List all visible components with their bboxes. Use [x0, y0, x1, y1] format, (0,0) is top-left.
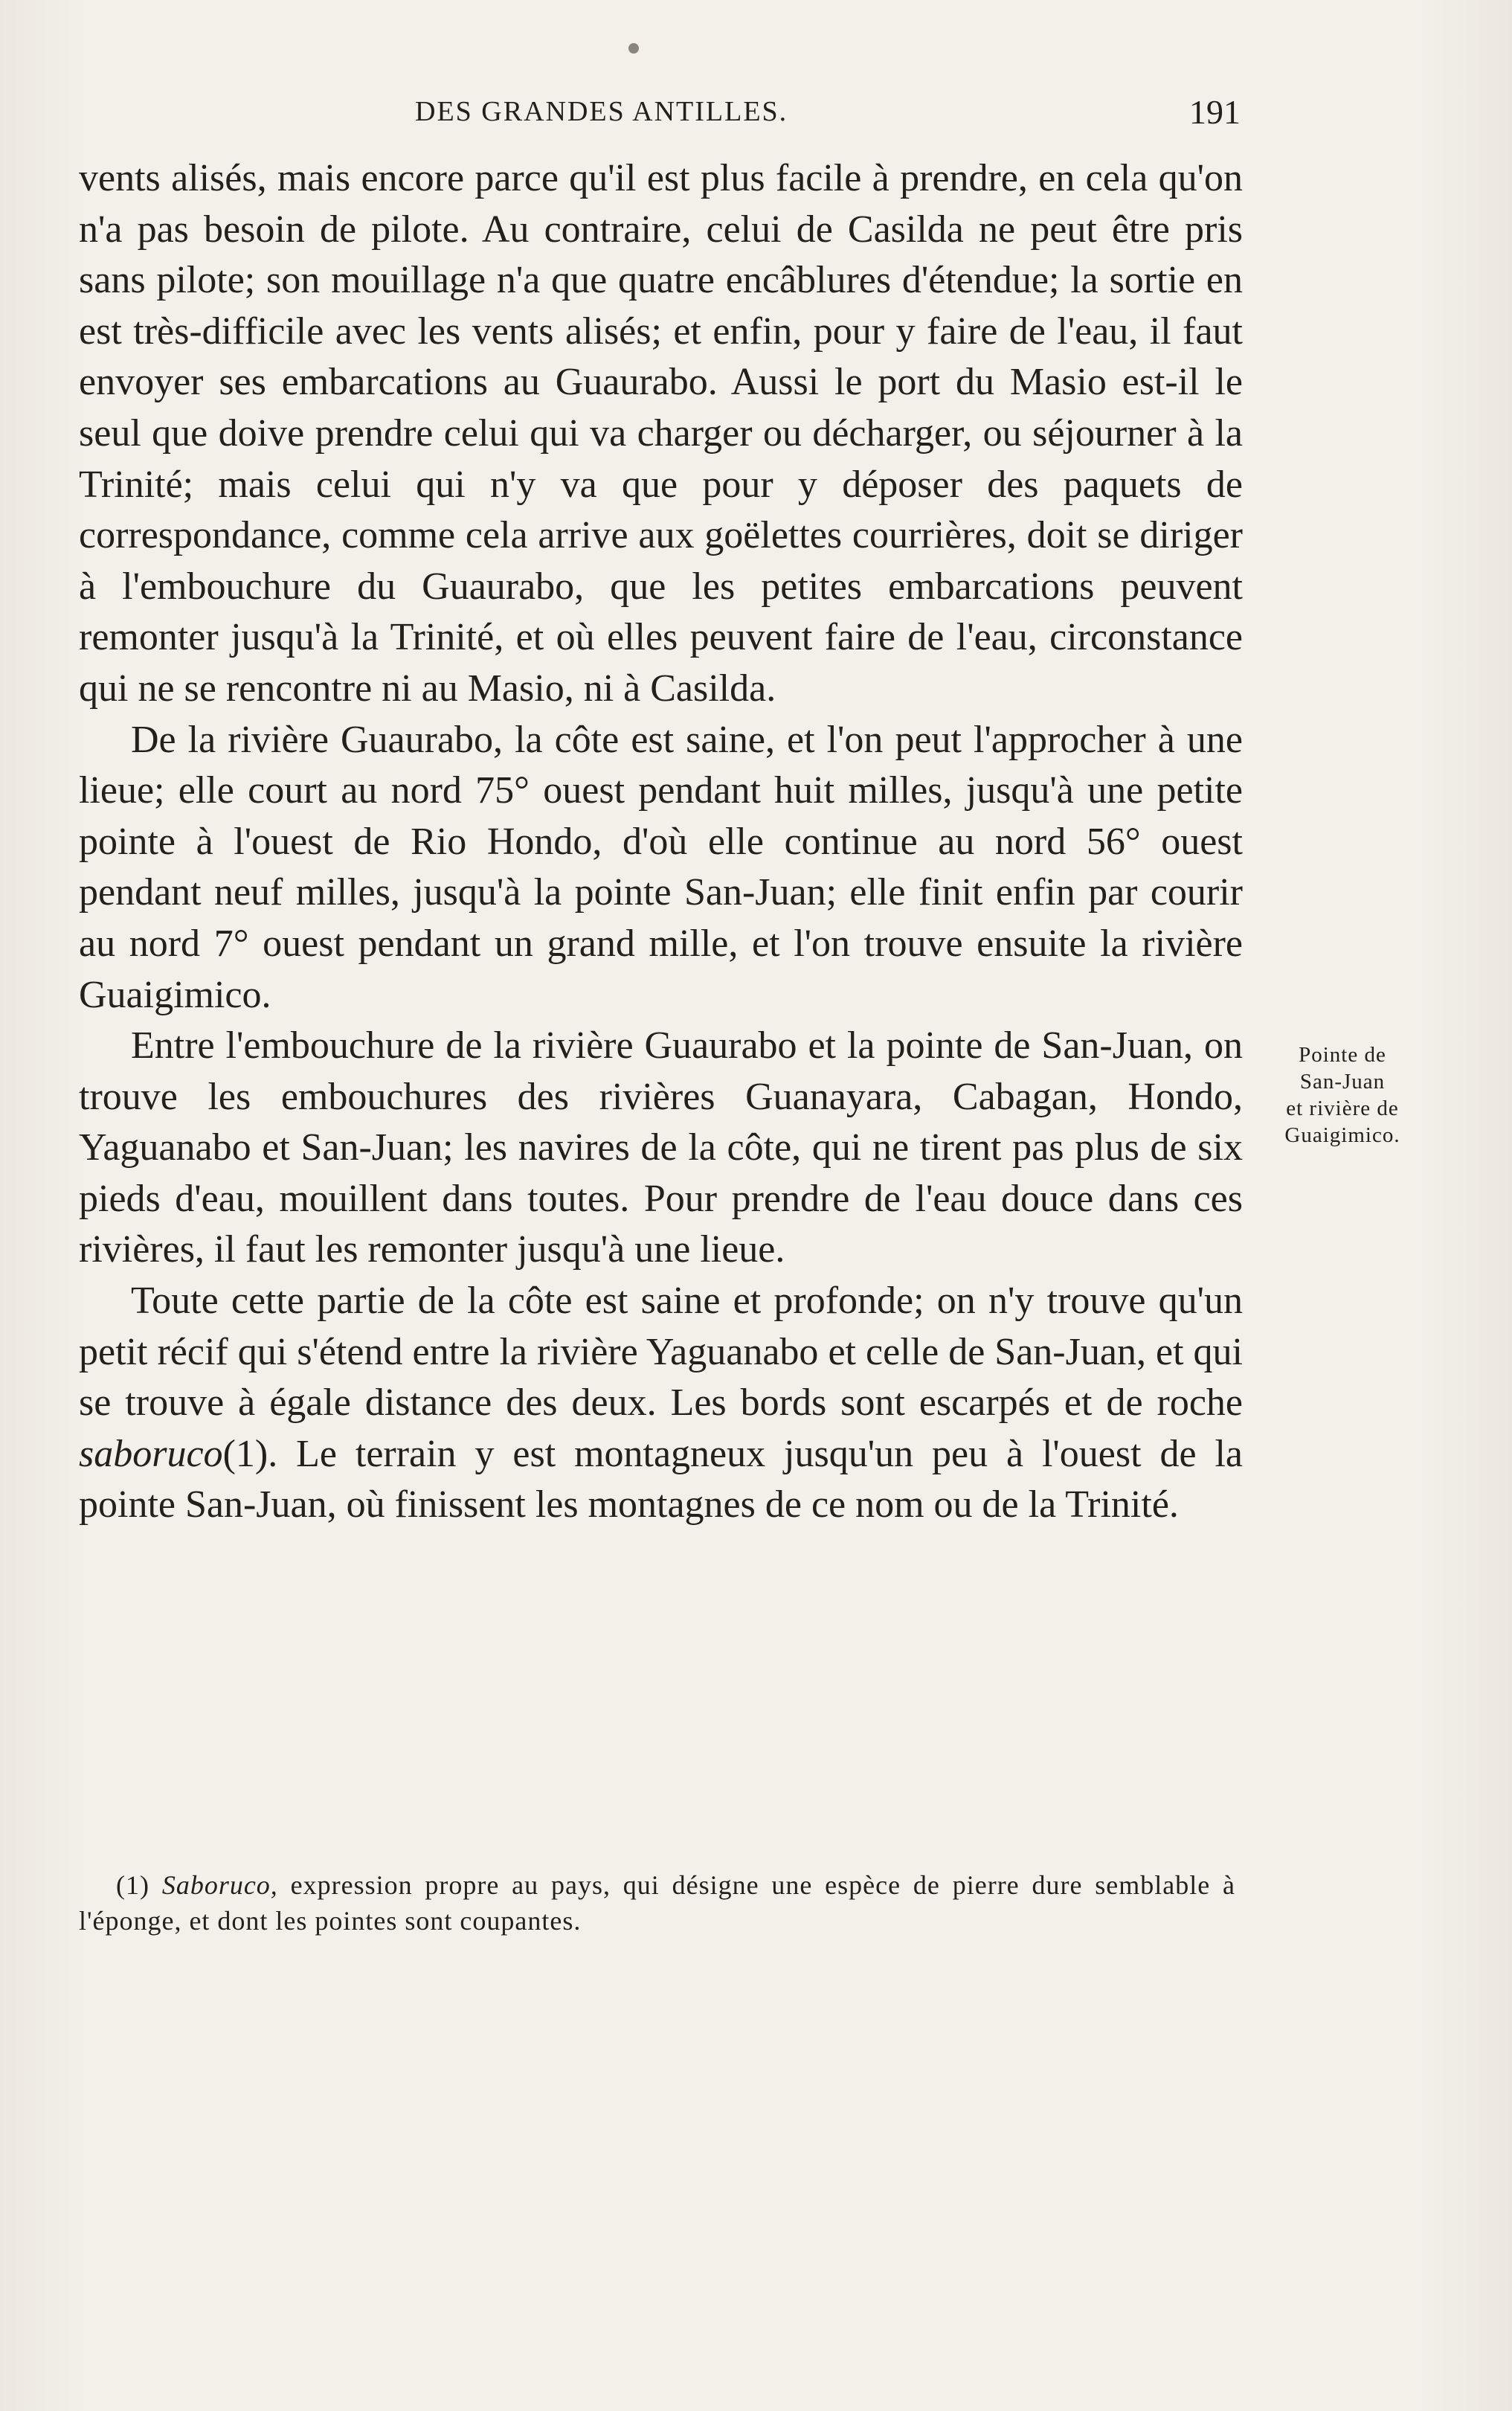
paragraph-4-end: . Le terrain y est montagneux jusqu'un peu à l'ouest de la pointe San-Juan, où finissent les montagnes de ce nom ou de la Trinité.	[79, 1432, 1243, 1526]
footnote-term: Saboruco,	[161, 1870, 278, 1900]
marginal-note	[1257, 1041, 1428, 1149]
paragraph-2: De la rivière Guaurabo, la côte est saine, et l'on peut l'approcher à une lieue; elle court au nord 75° ouest pendant huit milles, jusqu'à une petite pointe à l'ouest de Rio Hondo, d'où elle continue au nord 56° ouest pendant neuf milles, jusqu'à la pointe San-Juan; elle finit enfin par courir au nord 7° ouest pendant un grand mille, et l'on trouve ensuite la rivière Guaigimico.	[79, 718, 1243, 1016]
paragraph-3: Entre l'embouchure de la rivière Guaurabo et la pointe de San-Juan, on trouve les embouchures des rivières Guanayara, Cabagan, Hondo, Yaguanabo et San-Juan; les navires de la côte, qui ne tirent pas plus de six pieds d'eau, mouillent dans toutes. Pour prendre de l'eau douce dans ces rivières, il faut les remonter jusqu'à une lieue.	[79, 1024, 1243, 1271]
running-head: DES GRANDES ANTILLES.	[415, 96, 788, 127]
paragraph-4-italic-term: saboruco	[79, 1432, 223, 1475]
footnote	[79, 1867, 1235, 1939]
footnote-number: (1)	[116, 1870, 149, 1900]
marginal-note-line: Pointe de	[1299, 1043, 1386, 1067]
printer-mark	[628, 43, 639, 54]
marginal-note-line: et rivière de	[1286, 1097, 1399, 1120]
page-number: 191	[1189, 93, 1241, 131]
marginal-note-line: Guaigimico.	[1284, 1123, 1400, 1147]
footnote-reference: (1)	[222, 1432, 268, 1475]
paragraph-1: vents alisés, mais encore parce qu'il est plus facile à prendre, en cela qu'on n'a pas besoin de pilote. Au contraire, celui de Casilda ne peut être pris sans pilote; son mouillage n'a que quatre encâblures d'étendue; la sortie en est très-difficile avec les vents alisés; et enfin, pour y faire de l'eau, il faut envoyer ses embarcations au Guaurabo. Aussi le port du Masio est-il le seul que doive prendre celui qui va charger ou décharger, ou séjourner à la Trinité; mais celui qui n'y va que pour y déposer des paquets de correspondance, comme cela arrive aux goëlettes courrières, doit se diriger à l'embouchure du Guaurabo, que les petites embarcations peuvent remonter jusqu'à la Trinité, et où elles peuvent faire de l'eau, circonstance qui ne se rencontre ni au Masio, ni à Casilda.	[79, 157, 1243, 710]
marginal-note-line: San-Juan	[1299, 1070, 1386, 1094]
page-header	[80, 95, 1241, 140]
paragraph-4-start: Toute cette partie de la côte est saine et profonde; on n'y trouve qu'un petit récif qui s'étend entre la rivière Yaguanabo et celle de San-Juan, et qui se trouve à égale distance des deux. Les bords sont escarpés et de roche	[79, 1280, 1243, 1425]
main-text	[79, 153, 1243, 1531]
footnote-text: expression propre au pays, qui désigne une espèce de pierre dure semblable à l'éponge, et dont les pointes sont coupantes.	[79, 1870, 1236, 1936]
paragraph-4	[79, 1276, 1243, 1531]
